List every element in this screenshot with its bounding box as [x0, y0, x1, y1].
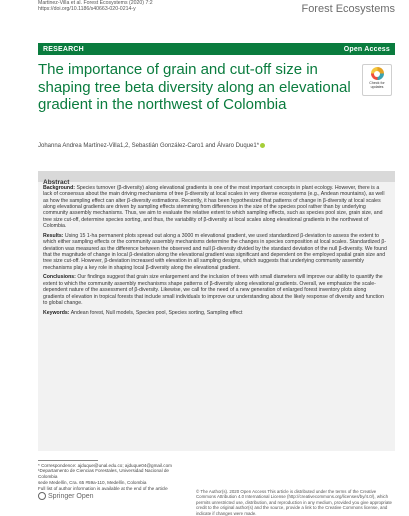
correspondence-note[interactable]: * Correspondence: ajduque@unal.edu.co; ajduque04@gmail.com — [38, 462, 172, 468]
background-text: Species turnover (β-diversity) along elevational gradients is one of the most important concepts in plant ecology. However, there is a lack of consensus about the main driving mechanisms of tree β-diversity at local scales in very diverse ecosystems (e.g., Andean mountains), as well as how the sampling effect can alter β-diversity estimations. Recently, it has been hypothesized that patterns of change in β-diversity at local scales along elevational gradients are driven by sampling effects stemming from differences in the size of the species pool rather than by underlying community assembly mechanisms. Thus, we aim to evaluate the relative extent to which sampling effects, such as species pool size, grain size, and tree size cut-off, determine species sorting, and thus, the variability of β-diversity at local scales along elevational gradients in the northwest of Colombia. — [43, 185, 385, 230]
article-title: The importance of grain and cut-off size in shaping tree beta diversity along an elevational gradient in the northwest of Colombia — [38, 61, 351, 113]
results-text: Using 15 1-ha permanent plots spread out along a 3000 m elevational gradient, we used standardized β-deviation to assess the extent to which either sampling effects or the community assembly mechanisms determine the changes in species composition at local scales. Standardized β-deviation was measured as the difference between the observed and null β-diversity divided by the standard deviation of the null β-diversity. We found that the magnitude of change in local β-deviation along the elevational gradient was significant and dependent on the employed spatial grain size and tree size cut-off. However, β-deviation increased with elevation in all sampling designs, which suggests that underlying community assembly mechanisms play a key role in shaping local β-diversity along the elevational gradient. — [43, 232, 387, 271]
footnotes — [38, 460, 188, 491]
background-label: Background: — [43, 185, 75, 191]
orcid-icon[interactable] — [260, 143, 265, 148]
abstract-header — [38, 171, 395, 186]
section-label: RESEARCH — [43, 45, 84, 53]
open-access-label: Open Access — [343, 45, 390, 53]
results-label: Results: — [43, 232, 64, 239]
abstract-heading: Abstract — [43, 179, 70, 186]
author-list — [38, 143, 368, 149]
author-info-note: Full list of author information is available at the end of the article — [38, 485, 168, 491]
springer-open-icon — [38, 492, 46, 500]
affiliation-line: sede Medellín, Cra. 65 #59a-110, Medellín, Colombia — [38, 479, 147, 485]
abstract-conclusions — [43, 274, 389, 306]
doi-link[interactable]: https://doi.org/10.1186/s40663-020-0214-y — [38, 6, 136, 13]
citation-line: Martinez-Villa et al. Forest Ecosystems (2020) 7:2 — [38, 0, 153, 6]
author-names: Johanna Andrea Martínez-Villa1,2, Sebastián González-Caro1 and Álvaro Duque1* — [38, 143, 260, 150]
check-for-updates-badge[interactable] — [362, 64, 392, 96]
crossmark-icon — [371, 67, 384, 80]
page-header — [0, 0, 409, 22]
abstract-background — [43, 185, 389, 229]
keywords-text: Andean forest, Null models, Species pool, Species sorting, Sampling effect — [70, 309, 243, 316]
footnote-divider — [38, 460, 98, 461]
abstract-results — [43, 233, 389, 271]
journal-name: Forest Ecosystems — [301, 3, 395, 15]
article-type-banner — [38, 43, 395, 55]
affiliation-line: ¹Departamento de Ciencias Forestales, Universidad Nacional de Colombia — [38, 468, 169, 480]
abstract-keywords — [43, 310, 389, 316]
conclusions-text: Our findings suggest that grain size enlargement and the inclusion of trees with small diameters will improve our ability to quantify the extent to which the community assembly mechanisms shape patterns of β-diversity along elevational gradients. Overall, we emphasize the scale-dependent nature of the assessment of β-diversity. Likewise, we call for the need of a new generation of enlarged forest inventory plots along gradients of elevation in tropical forests that include small individuals to improve our understanding about the likely response of diversity and function to global change. — [43, 274, 384, 306]
license-text: © The Author(s). 2020 Open Access This article is distributed under the terms of the Creative Commons Attribution 4.0 International License (http://creativecommons.org/licenses/by/4.0/), which permits unrestricted use, distribution, and reproduction in any medium, provided you give appropriate credit to the original author(s) and the source, provide a link to the Creative Commons license, and indicate if changes were made. — [196, 489, 392, 516]
keywords-label: Keywords: — [43, 309, 70, 316]
citation-info — [38, 0, 153, 13]
publisher-name: Springer Open — [48, 492, 94, 500]
publisher-logo — [38, 492, 94, 500]
abstract-section — [38, 171, 395, 451]
crossmark-label: Check for updates — [369, 81, 385, 89]
abstract-body — [43, 185, 389, 320]
conclusions-label: Conclusions: — [43, 274, 76, 281]
